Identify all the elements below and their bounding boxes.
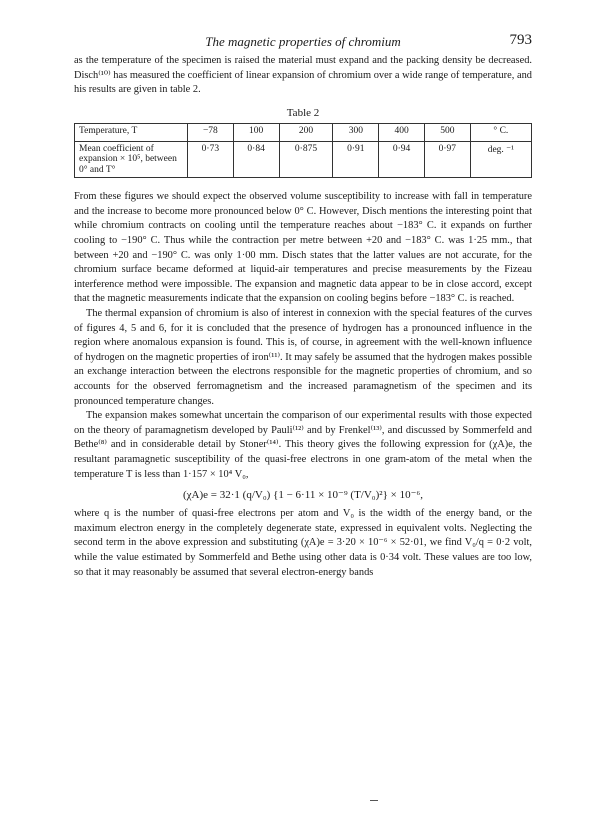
- table-cell: 200: [279, 123, 333, 141]
- table-cell: 0·97: [424, 141, 470, 178]
- body-paragraph: The expansion makes somewhat uncertain the comparison of our experimental results with those expected on the theory of paramagnetism developed by Pauli⁽¹²⁾ and by Frenkel⁽¹³⁾, and discussed by Sommerfeld and Bethe⁽⁸⁾ and in considerable detail by Stoner⁽¹⁴⁾. This theory gives the following expression for (χA)e, the resultant paramagnetic susceptibility of the quasi-free electrons in one gram-atom of the metal when the temperature T is less than 1·157 × 10⁴ V₀,: [74, 410, 532, 480]
- expansion-table: [74, 123, 532, 179]
- table-cell: 0·875: [279, 141, 333, 178]
- table-cell: −78: [188, 123, 234, 141]
- table-cell: 500: [424, 123, 470, 141]
- page: [74, 34, 532, 580]
- table-header-row: [75, 123, 532, 141]
- table-cell: 0·94: [379, 141, 425, 178]
- table-cell: ° C.: [470, 123, 531, 141]
- body-paragraph: The thermal expansion of chromium is also of interest in connexion with the special features of the curves of figures 4, 5 and 6, for it is concluded that the presence of hydrogen has a pronounced influence in the region where anomalous expansion is found. This is, of course, in agreement with the well-known influence of hydrogen on the magnetic properties of iron⁽¹¹⁾. It may safely be assumed that the hydrogen makes possible an exchange interaction between the electrons responsible for the magnetic properties of chromium, and so accounts for the observed ferromagnetism and the increased paramagnetism of the specimen and its pronounced temperature changes.: [74, 308, 532, 407]
- table-cell: 0·91: [333, 141, 379, 178]
- table-cell: 400: [379, 123, 425, 141]
- table-cell: 300: [333, 123, 379, 141]
- body-paragraph: where q is the number of quasi-free electrons per atom and V₀ is the width of the energy band, or the maximum electron energy in the completely degenerate state, expressed in equivalent volts. Neglecting the second term in the above expression and substituting (χA)e = 3·20 × 10⁻⁶ × 52·01, we find V₀/q = 0·2 volt, while the value estimated by Sommerfeld and Bethe using other data is 0·34 volt. These values are too low, so that it may reasonably be assumed that several electron-energy bands: [74, 508, 532, 578]
- table-caption: Table 2: [286, 106, 320, 119]
- formula: (χA)e = 32·1 (q/V₀) {1 − 6·11 × 10⁻⁹ (T/V₀)²} × 10⁻⁶,: [183, 489, 423, 502]
- intro-paragraph: as the temperature of the specimen is raised the material must expand and the packing density be decreased. Disch⁽¹⁰⁾ has measured the coefficient of linear expansion of chromium over a wide range of temperature, and his results are given in table 2.: [74, 55, 532, 96]
- table-cell: 0·73: [188, 141, 234, 178]
- page-mark: [370, 800, 378, 801]
- table-row-label: Mean coefficient of expansion × 10⁵, between 0° and T°: [75, 141, 188, 178]
- body-paragraph: From these figures we should expect the observed volume susceptibility to increase with fall in temperature and the increase to become more pronounced below 0° C. However, Disch mentions the interesting point that while chromium contracts on cooling until the temperature reaches about −183° C. it expands on further cooling to −190° C. Thus while the contraction per metre between +20 and −183° C. was 1·25 mm., that between +20 and −190° C. was only 1·00 mm. Disch states that the latter values are not accurate, for the chromium surface became deformed at liquid-air temperatures and precise measurements by the Fizeau interference method were impossible. The expansion and magnetic data appear to be in close accord, except that the magnetic measurements indicate that the expansion on cooling begins before −183° C. is reached.: [74, 191, 532, 305]
- running-head: [74, 34, 532, 54]
- table-cell: Temperature, T: [75, 123, 188, 141]
- table-cell: deg. ⁻¹: [470, 141, 531, 178]
- page-number: 793: [509, 32, 532, 48]
- table-cell: 0·84: [233, 141, 279, 178]
- running-title: The magnetic properties of chromium: [205, 34, 401, 49]
- table-row: [75, 141, 532, 178]
- table-cell: 100: [233, 123, 279, 141]
